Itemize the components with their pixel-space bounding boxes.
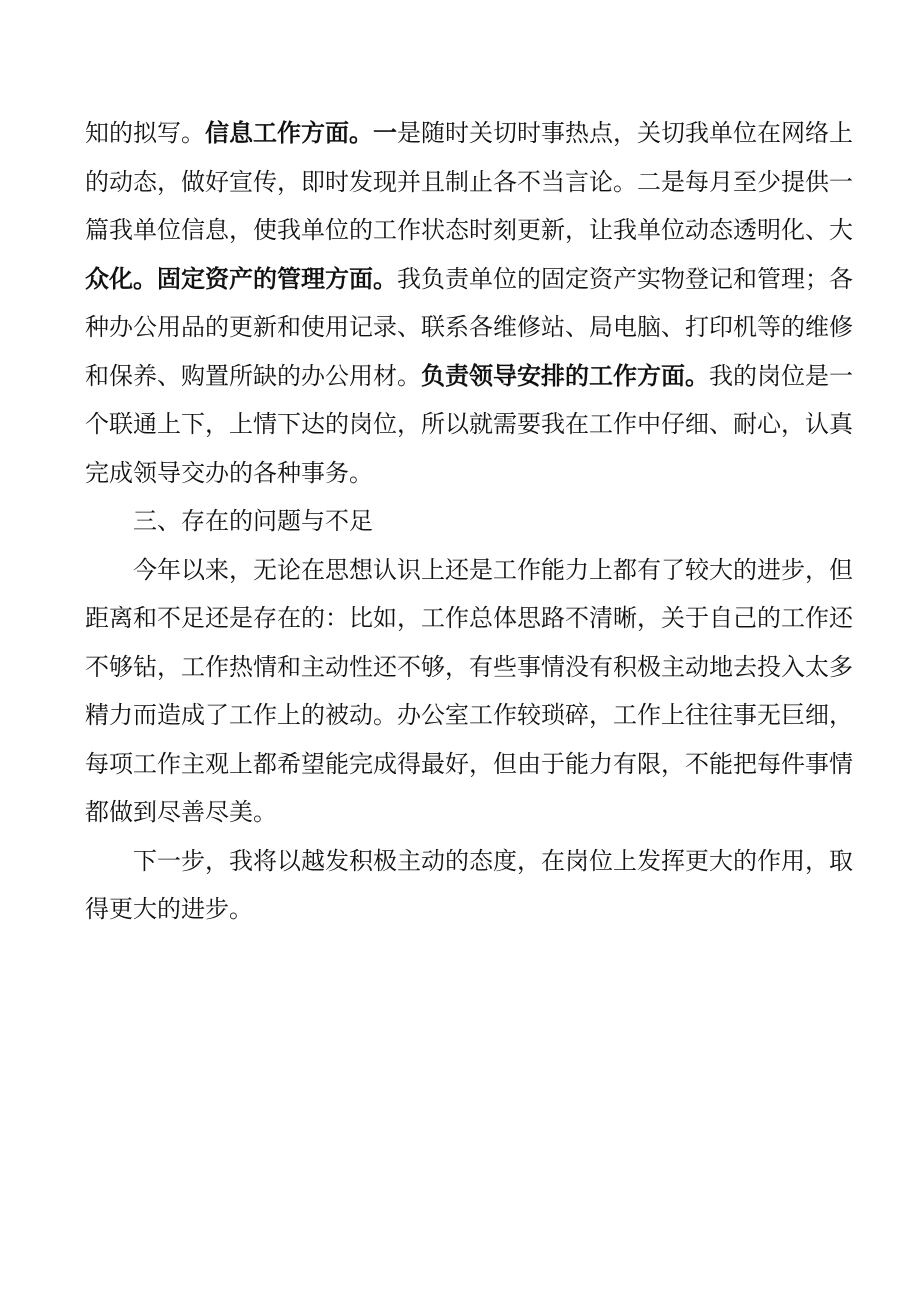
text-line: 今年以来，无论在思想认识上还是工作能力上都有了较大的进步，但 xyxy=(133,555,853,584)
text-line: 个联通上下，上情下达的岗位，所以就需要我在工作中仔细、耐心，认真 xyxy=(85,410,853,438)
paragraph-problems xyxy=(85,546,853,837)
bold-heading-info-work: 信息工作方面。一 xyxy=(205,119,397,147)
bold-heading-leader-assigned: 负责领导安排的工作方面。 xyxy=(421,361,709,390)
text-line: 下一步，我将以越发积极主动的态度，在岗位上发挥更大的作用，取 xyxy=(133,846,853,875)
text-run: 是随时关切时事热点，关切我单位在网络上 xyxy=(397,119,853,147)
document-body xyxy=(85,109,853,934)
text-line: 都做到尽善尽美。 xyxy=(85,798,277,826)
text-line xyxy=(85,352,853,401)
text-line: 每项工作主观上都希望能完成得最好，但由于能力有限，不能把每件事情 xyxy=(85,749,853,778)
text-run: 我负责单位的固定资产实物登记和管理；各 xyxy=(397,264,853,293)
text-line: 距离和不足还是存在的：比如，工作总体思路不清晰，关于自己的工作还 xyxy=(85,604,853,632)
text-line: 种办公用品的更新和使用记录、联系各维修站、局电脑、打印机等的维修 xyxy=(85,313,853,341)
section-heading: 三、存在的问题与不足 xyxy=(133,507,373,535)
paragraph-duties xyxy=(85,109,853,497)
text-line: 不够钻，工作热情和主动性还不够，有些事情没有积极主动地去投入太多 xyxy=(85,652,853,681)
text-line xyxy=(85,255,853,304)
paragraph-next-step xyxy=(85,837,853,934)
text-line: 篇我单位信息，使我单位的工作状态时刻更新，让我单位动态透明化、大 xyxy=(85,216,853,244)
text-run: 和保养、购置所缺的办公用材。 xyxy=(85,361,421,390)
text-line: 的动态，做好宣传，即时发现并且制止各不当言论。二是每月至少提供一 xyxy=(85,167,853,196)
text-line: 精力而造成了工作上的被动。办公室工作较琐碎，工作上往往事无巨细， xyxy=(85,701,853,729)
text-run: 我的岗位是一 xyxy=(709,361,853,390)
bold-heading-fixed-assets: 众化。固定资产的管理方面。 xyxy=(85,264,397,293)
text-run: 知的拟写。 xyxy=(85,119,205,147)
text-line: 完成领导交办的各种事务。 xyxy=(85,458,373,487)
text-line: 得更大的进步。 xyxy=(85,895,253,923)
text-line xyxy=(85,109,853,158)
